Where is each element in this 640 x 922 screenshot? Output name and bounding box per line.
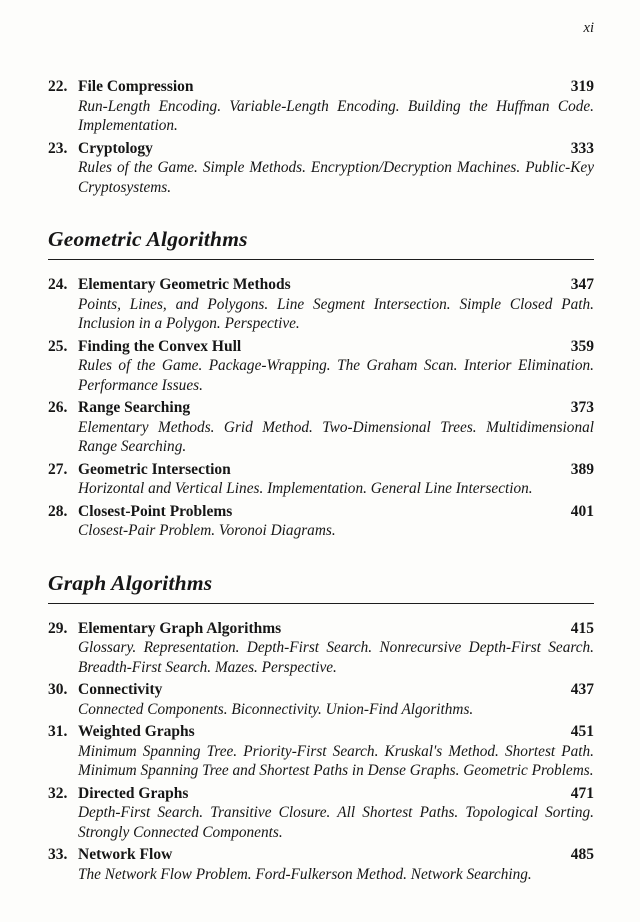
entry-description: Glossary. Representation. Depth-First Search. Nonrecursive Depth-First Search. Breadth-First Search. Mazes. Perspective. [78,639,594,676]
page-number-folio: xi [583,20,594,36]
toc-entry [48,722,594,781]
entry-description: Run-Length Encoding. Variable-Length Encoding. Building the Huffman Code. Implementation. [78,97,594,134]
toc-entry-head [48,722,594,742]
toc-entry-head [48,77,594,97]
entry-page-number: 373 [570,399,594,416]
toc-entry-head [48,680,594,700]
entry-page-number: 401 [570,502,594,520]
entry-description: Depth-First Search. Transitive Closure. All Shortest Paths. Topological Sorting. Strongly Connected Components. [78,804,594,841]
entry-title: Cryptology [78,139,153,157]
entry-title: File Compression [78,78,194,95]
table-of-contents [48,77,594,884]
entry-title: Network Flow [78,846,173,863]
entry-description: Elementary Methods. Grid Method. Two-Dimensional Trees. Multidimensional Range Searching. [78,418,594,455]
toc-entry [48,680,594,719]
toc-entry [48,619,594,678]
toc-entry [48,845,594,884]
entry-description: Closest-Pair Problem. Voronoi Diagrams. [78,522,336,539]
toc-entry-head [48,502,594,522]
toc-entry-head [48,398,594,418]
entry-title: Connectivity [78,681,163,698]
entry-number: 25. [48,337,68,355]
toc-entry-head [48,619,594,639]
toc-entry [48,77,594,136]
entry-description: Horizontal and Vertical Lines. Implementation. General Line Intersection. [78,480,533,497]
entry-number: 26. [48,399,68,416]
entry-page-number: 347 [570,276,594,293]
section-rule [48,259,594,260]
entry-page-number: 319 [570,78,594,95]
section-heading: Geometric Algorithms [48,227,248,251]
entry-title: Elementary Geometric Methods [78,276,291,293]
entry-number: 32. [48,784,68,802]
toc-entry [48,784,594,843]
entry-page-number: 333 [570,139,594,157]
entry-description: The Network Flow Problem. Ford-Fulkerson Method. Network Searching. [78,865,532,883]
toc-entry-head [48,784,594,804]
entry-number: 27. [48,460,68,478]
toc-entry [48,502,594,541]
entry-title: Geometric Intersection [78,460,231,478]
entry-page-number: 485 [570,846,594,863]
entry-page-number: 451 [570,723,594,740]
toc-entry [48,398,594,457]
entry-number: 30. [48,681,68,698]
entry-number: 31. [48,723,68,740]
entry-page-number: 471 [570,784,594,802]
entry-number: 29. [48,619,68,637]
entry-page-number: 415 [570,619,594,637]
entry-title: Closest-Point Problems [78,502,233,520]
entry-description: Rules of the Game. Package-Wrapping. The Graham Scan. Interior Elimination. Performance Issues. [78,357,594,394]
entry-page-number: 389 [570,460,594,478]
entry-title: Directed Graphs [78,784,189,802]
entry-description: Connected Components. Biconnectivity. Union-Find Algorithms. [78,700,474,718]
section-rule [48,603,594,604]
toc-entry [48,139,594,198]
toc-entry-head [48,139,594,159]
toc-entry-head [48,460,594,480]
entry-number: 24. [48,276,68,293]
entry-number: 33. [48,846,68,863]
entry-title: Weighted Graphs [78,723,195,740]
toc-entry-head [48,845,594,865]
entry-title: Elementary Graph Algorithms [78,619,282,637]
entry-page-number: 359 [570,337,594,355]
entry-description: Rules of the Game. Simple Methods. Encryption/Decryption Machines. Public-Key Cryptosystems. [78,159,594,196]
entry-title: Finding the Convex Hull [78,337,242,355]
entry-number: 23. [48,139,68,157]
section-heading: Graph Algorithms [48,570,213,595]
toc-entry-head [48,337,594,357]
entry-page-number: 437 [570,681,594,698]
toc-entry [48,460,594,499]
toc-entry [48,337,594,396]
entry-number: 22. [48,78,68,95]
entry-number: 28. [48,502,68,520]
entry-description: Minimum Spanning Tree. Priority-First Search. Kruskal's Method. Shortest Path. Minimum Spanning Tree and Shortest Paths in Dense Graphs. Geometric Problems. [78,742,594,779]
entry-description: Points, Lines, and Polygons. Line Segment Intersection. Simple Closed Path. Inclusion in a Polygon. Perspective. [78,295,594,332]
entry-title: Range Searching [78,399,191,416]
toc-entry [48,275,594,334]
toc-entry-head [48,275,594,295]
